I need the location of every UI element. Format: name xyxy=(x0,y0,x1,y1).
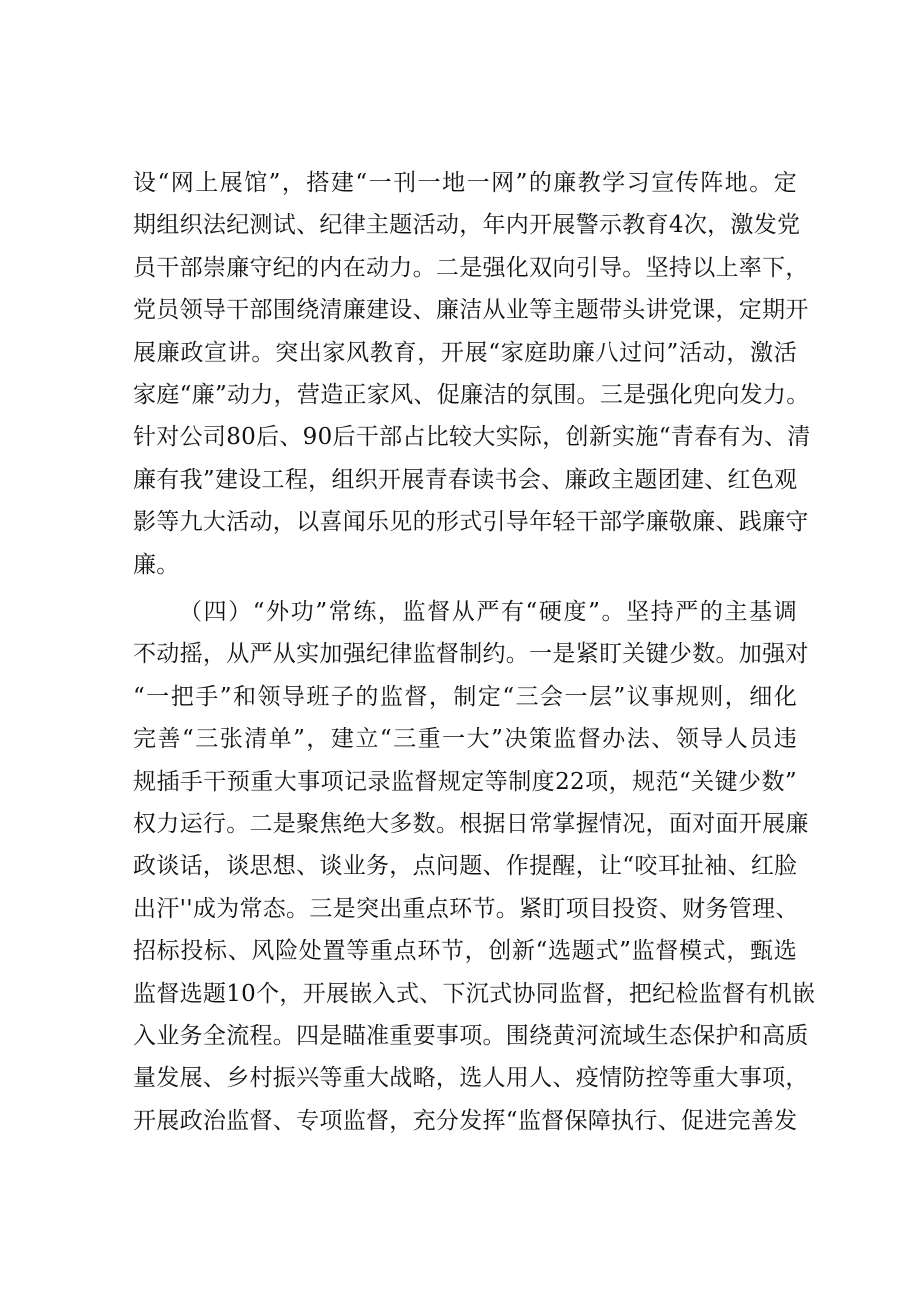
text-line: 出汗''成为常态。三是突出重点环节。紧盯项目投资、财务管理、 xyxy=(133,895,799,922)
text-line: 期组织法纪测试、纪律主题活动，年内开展警示教育4次，激发党 xyxy=(133,212,801,239)
text-line: 规插手干预重大事项记录监督规定等制度22项，规范“关键少数” xyxy=(133,768,797,795)
text-line: 入业务全流程。四是瞄准重要事项。围绕黄河流域生态保护和高质 xyxy=(133,1022,809,1049)
text-line: 员干部崇廉守纪的内在动力。二是强化双向引导。坚持以上率下， xyxy=(133,254,809,281)
text-line: 针对公司80后、90后干部占比较大实际，创新实施“青春有为、清 xyxy=(133,424,811,451)
paragraph-2 xyxy=(133,591,816,1142)
text-line: 家庭“廉”动力，营造正家风、促廉洁的氛围。三是强化兜向发力。 xyxy=(133,381,810,408)
text-line: 量发展、乡村振兴等重大战略，选人用人、疫情防控等重大事项， xyxy=(133,1065,809,1092)
text-line: 政谈话，谈思想、谈业务，点问题、作提醒，让“咬耳扯袖、红脸 xyxy=(133,853,798,880)
text-line: 廉有我”建设工程，组织开展青春读书会、廉政主题团建、红色观 xyxy=(133,466,798,493)
text-line: 监督选题10个，开展嵌入式、下沉式协同监督，把纪检监督有机嵌 xyxy=(133,980,816,1007)
text-line: 廉。 xyxy=(133,551,180,578)
text-line: “一把手”和领导班子的监督，制定“三会一层”议事规则，细化 xyxy=(133,683,797,710)
text-line: 影等九大活动，以喜闻乐见的形式引导年轻干部学廉敬廉、践廉守 xyxy=(133,509,809,536)
text-line: 不动摇，从严从实加强纪律监督制约。一是紧盯关键少数。加强对 xyxy=(133,641,809,668)
text-line: 党员领导干部围绕清廉建设、廉洁从业等主题带头讲党课，定期开 xyxy=(133,297,809,324)
paragraph-1 xyxy=(133,162,811,586)
text-line: 开展政治监督、专项监督，充分发挥“监督保障执行、促进完善发 xyxy=(133,1107,798,1134)
text-line: 展廉政宣讲。突出家风教育，开展“家庭助廉八过问”活动，激活 xyxy=(133,339,797,366)
text-line: 权力运行。二是聚焦绝大多数。根据日常掌握情况，面对面开展廉 xyxy=(133,810,809,837)
text-line: 招标投标、风险处置等重点环节，创新“选题式”监督模式，甄选 xyxy=(133,938,797,965)
text-line: 设“网上展馆”，搭建“一刊一地一网”的廉教学习宣传阵地。定 xyxy=(133,170,797,196)
text-line: 完善“三张清单”，建立“三重一大”决策监督办法、领导人员违 xyxy=(133,726,797,753)
section-heading-line: （四）“外功”常练，监督从严有“硬度”。坚持严的主基调 xyxy=(179,599,797,625)
